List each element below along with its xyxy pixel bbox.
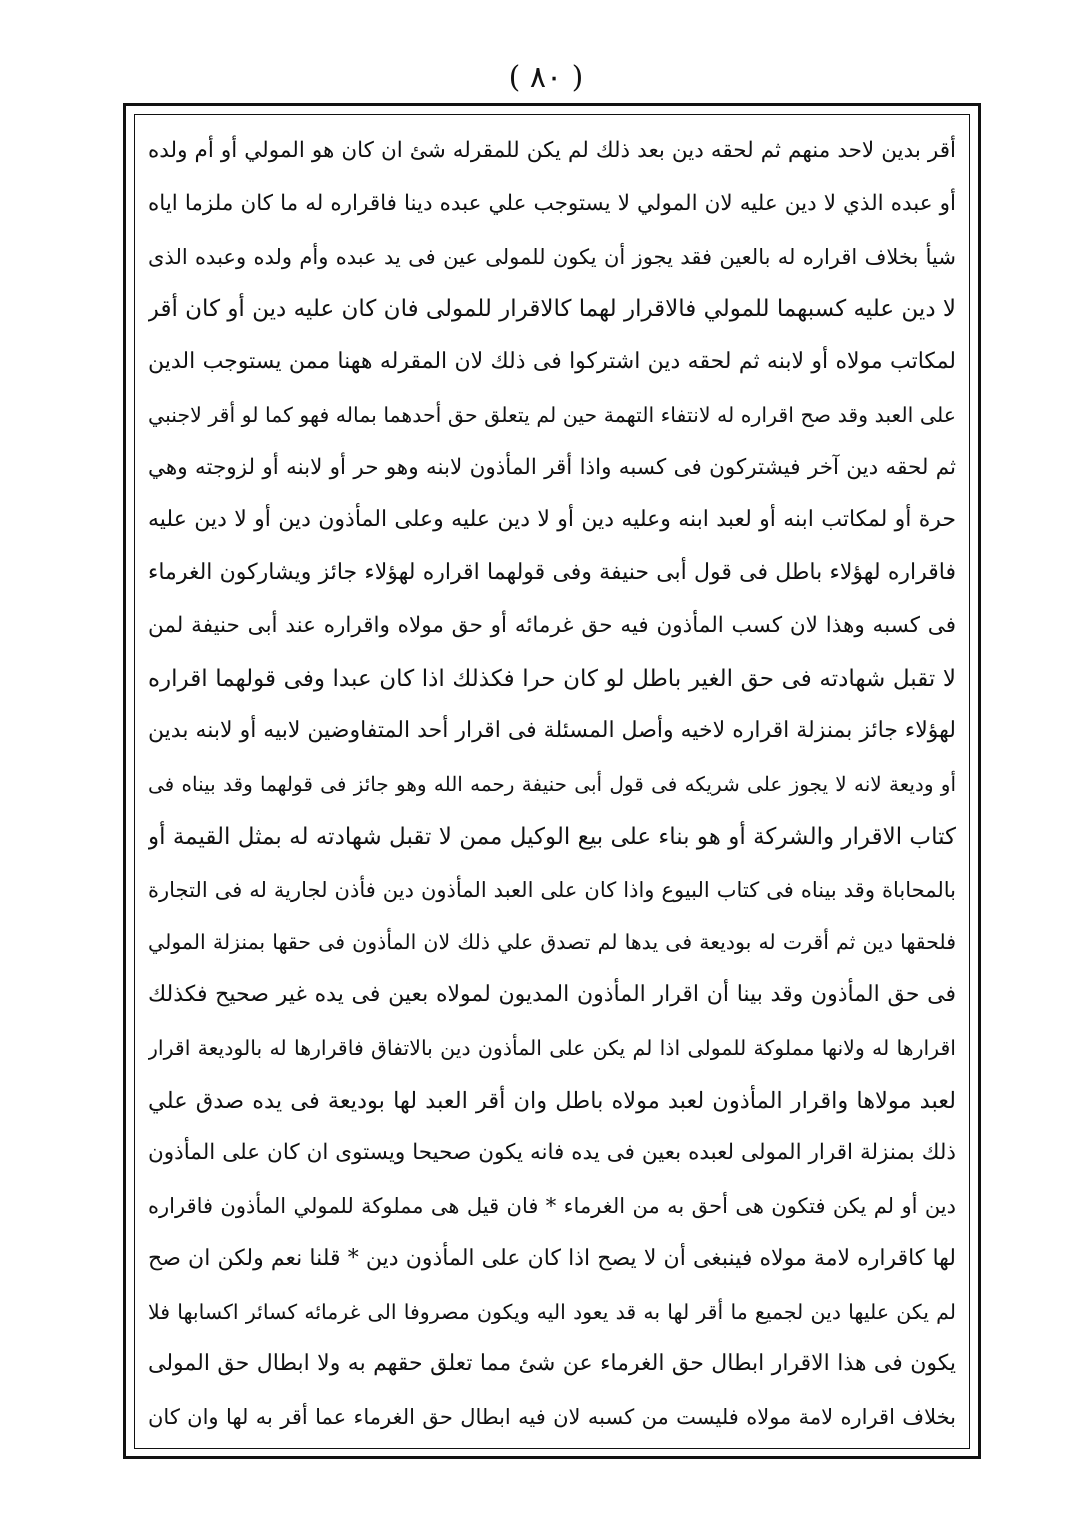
page-number: ( ٨٠ ) <box>508 60 584 95</box>
text-line: أقر بدين لاحد منهم ثم لحقه دين بعد ذلك لم يكن للمقرله شئ ان كان هو المولي أو أم ولده <box>148 138 956 163</box>
text-line: دين أو لم يكن فتكون هى أحق به من الغرماء * فان قيل هى مملوكة للمولي المأذون فاقراره <box>148 1194 956 1218</box>
text-line: لا دين عليه كسبهما للمولي فالاقرار لهما كالاقرار للمولى فان كان عليه دين أو كان أقر <box>148 296 956 323</box>
text-line: حرة أو لمكاتب ابنه أو لعبد ابنه وعليه دين أو لا دين عليه وعلى المأذون دين أو لا دين عليه <box>148 507 956 533</box>
text-line: ثم لحقه دين آخر فيشتركون فى كسبه واذا أقر المأذون لابنه وهو حر أو لابنه أو لزوجته وهي <box>148 454 956 480</box>
text-line: أو عبده الذي لا دين عليه لان المولي لا يستوجب علي عبده دينا فاقراره له ما كان ملزما اياه <box>148 190 956 216</box>
text-line: بخلاف اقراره لامة مولاه فليست من كسبه لان فيه ابطال حق الغرماء عما أقر به لها وان كان <box>148 1405 956 1429</box>
text-line: لها كاقراره لامة مولاه فينبغى أن لا يصح اذا كان على المأذون دين * قلنا نعم ولكن ان صح <box>148 1245 956 1271</box>
text-line: كتاب الاقرار والشركة أو هو بناء على بيع الوكيل ممن لا تقبل شهادته له بمثل القيمة أو <box>148 823 956 850</box>
text-line: على العبد وقد صح اقراره له لانتفاء التهمة حين لم يتعلق حق أحدهما بماله فهو كما لو أقر لاجنبي <box>148 402 956 427</box>
text-line: بالمحاباة وقد بيناه فى كتاب البيوع واذا كان على العبد المأذون دين فأذن لجارية له فى التجارة <box>148 877 956 902</box>
text-line: لمكاتب مولاه أو لابنه ثم لحقه دين اشتركوا فى ذلك لان المقرله ههنا ممن يستوجب الدين <box>148 349 956 374</box>
text-line: لعبد مولاها واقرار المأذون لعبد مولاه باطل وان أقر العبد لها بوديعة فى يده صدق علي <box>148 1087 956 1114</box>
text-line: اقرارها له ولانها مملوكة للمولى اذا لم يكن على المأذون دين بالاتفاق فاقرارها له بالوديعة اقرار <box>148 1035 956 1060</box>
text-line: يكون فى هذا الاقرار ابطال حق الغرماء عن شئ مما تعلق حقهم به ولا ابطال حق المولى <box>148 1351 956 1377</box>
text-body <box>148 126 956 1442</box>
text-line: لهؤلاء جائز بمنزلة اقراره لاخيه وأصل المسئلة فى اقرار أحد المتفاوضين لابيه أو لابنه بدين <box>148 718 956 744</box>
text-line: فلحقها دين ثم أقرت له بوديعة فى يدها لم تصدق علي ذلك لان المأذون فى حقها بمنزلة المولي <box>148 930 956 955</box>
text-line: لا تقبل شهادته فى حق الغير باطل لو كان حرا فكذلك اذا كان عبدا وفى قولهما اقراره <box>148 665 956 692</box>
text-line: فى كسبه وهذا لان كسب المأذون فيه حق غرمائه أو حق مولاه واقراره عند أبى حنيفة لمن <box>148 612 956 638</box>
text-line: فاقراره لهؤلاء باطل فى قول أبى حنيفة وفى قولهما اقراره لهؤلاء جائز ويشاركون الغرماء <box>148 560 956 585</box>
text-line: ذلك بمنزلة اقرار المولى لعبده بعين فى يده فانه يكون صحيحا ويستوى ان كان على المأذون <box>148 1140 956 1166</box>
text-line: فى حق المأذون وقد بينا أن اقرار المأذون المديون لمولاه بعين فى يده غير صحيح فكذلك <box>148 982 956 1007</box>
text-line: شيأ بخلاف اقراره له بالعين فقد يجوز أن يكون للمولى عين فى يد عبده وأم ولده وعبده الذى <box>148 244 956 269</box>
text-line: أو وديعة لانه لا يجوز على شريكه فى قول أبى حنيفة رحمه الله وهو جائز فى قولهما وقد بيناه فى <box>148 772 956 796</box>
text-line: لم يكن عليها دين لجميع ما أقر لها به قد يعود اليه ويكون مصروفا الى غرمائه كسائر اكسابها فلا <box>148 1299 956 1324</box>
